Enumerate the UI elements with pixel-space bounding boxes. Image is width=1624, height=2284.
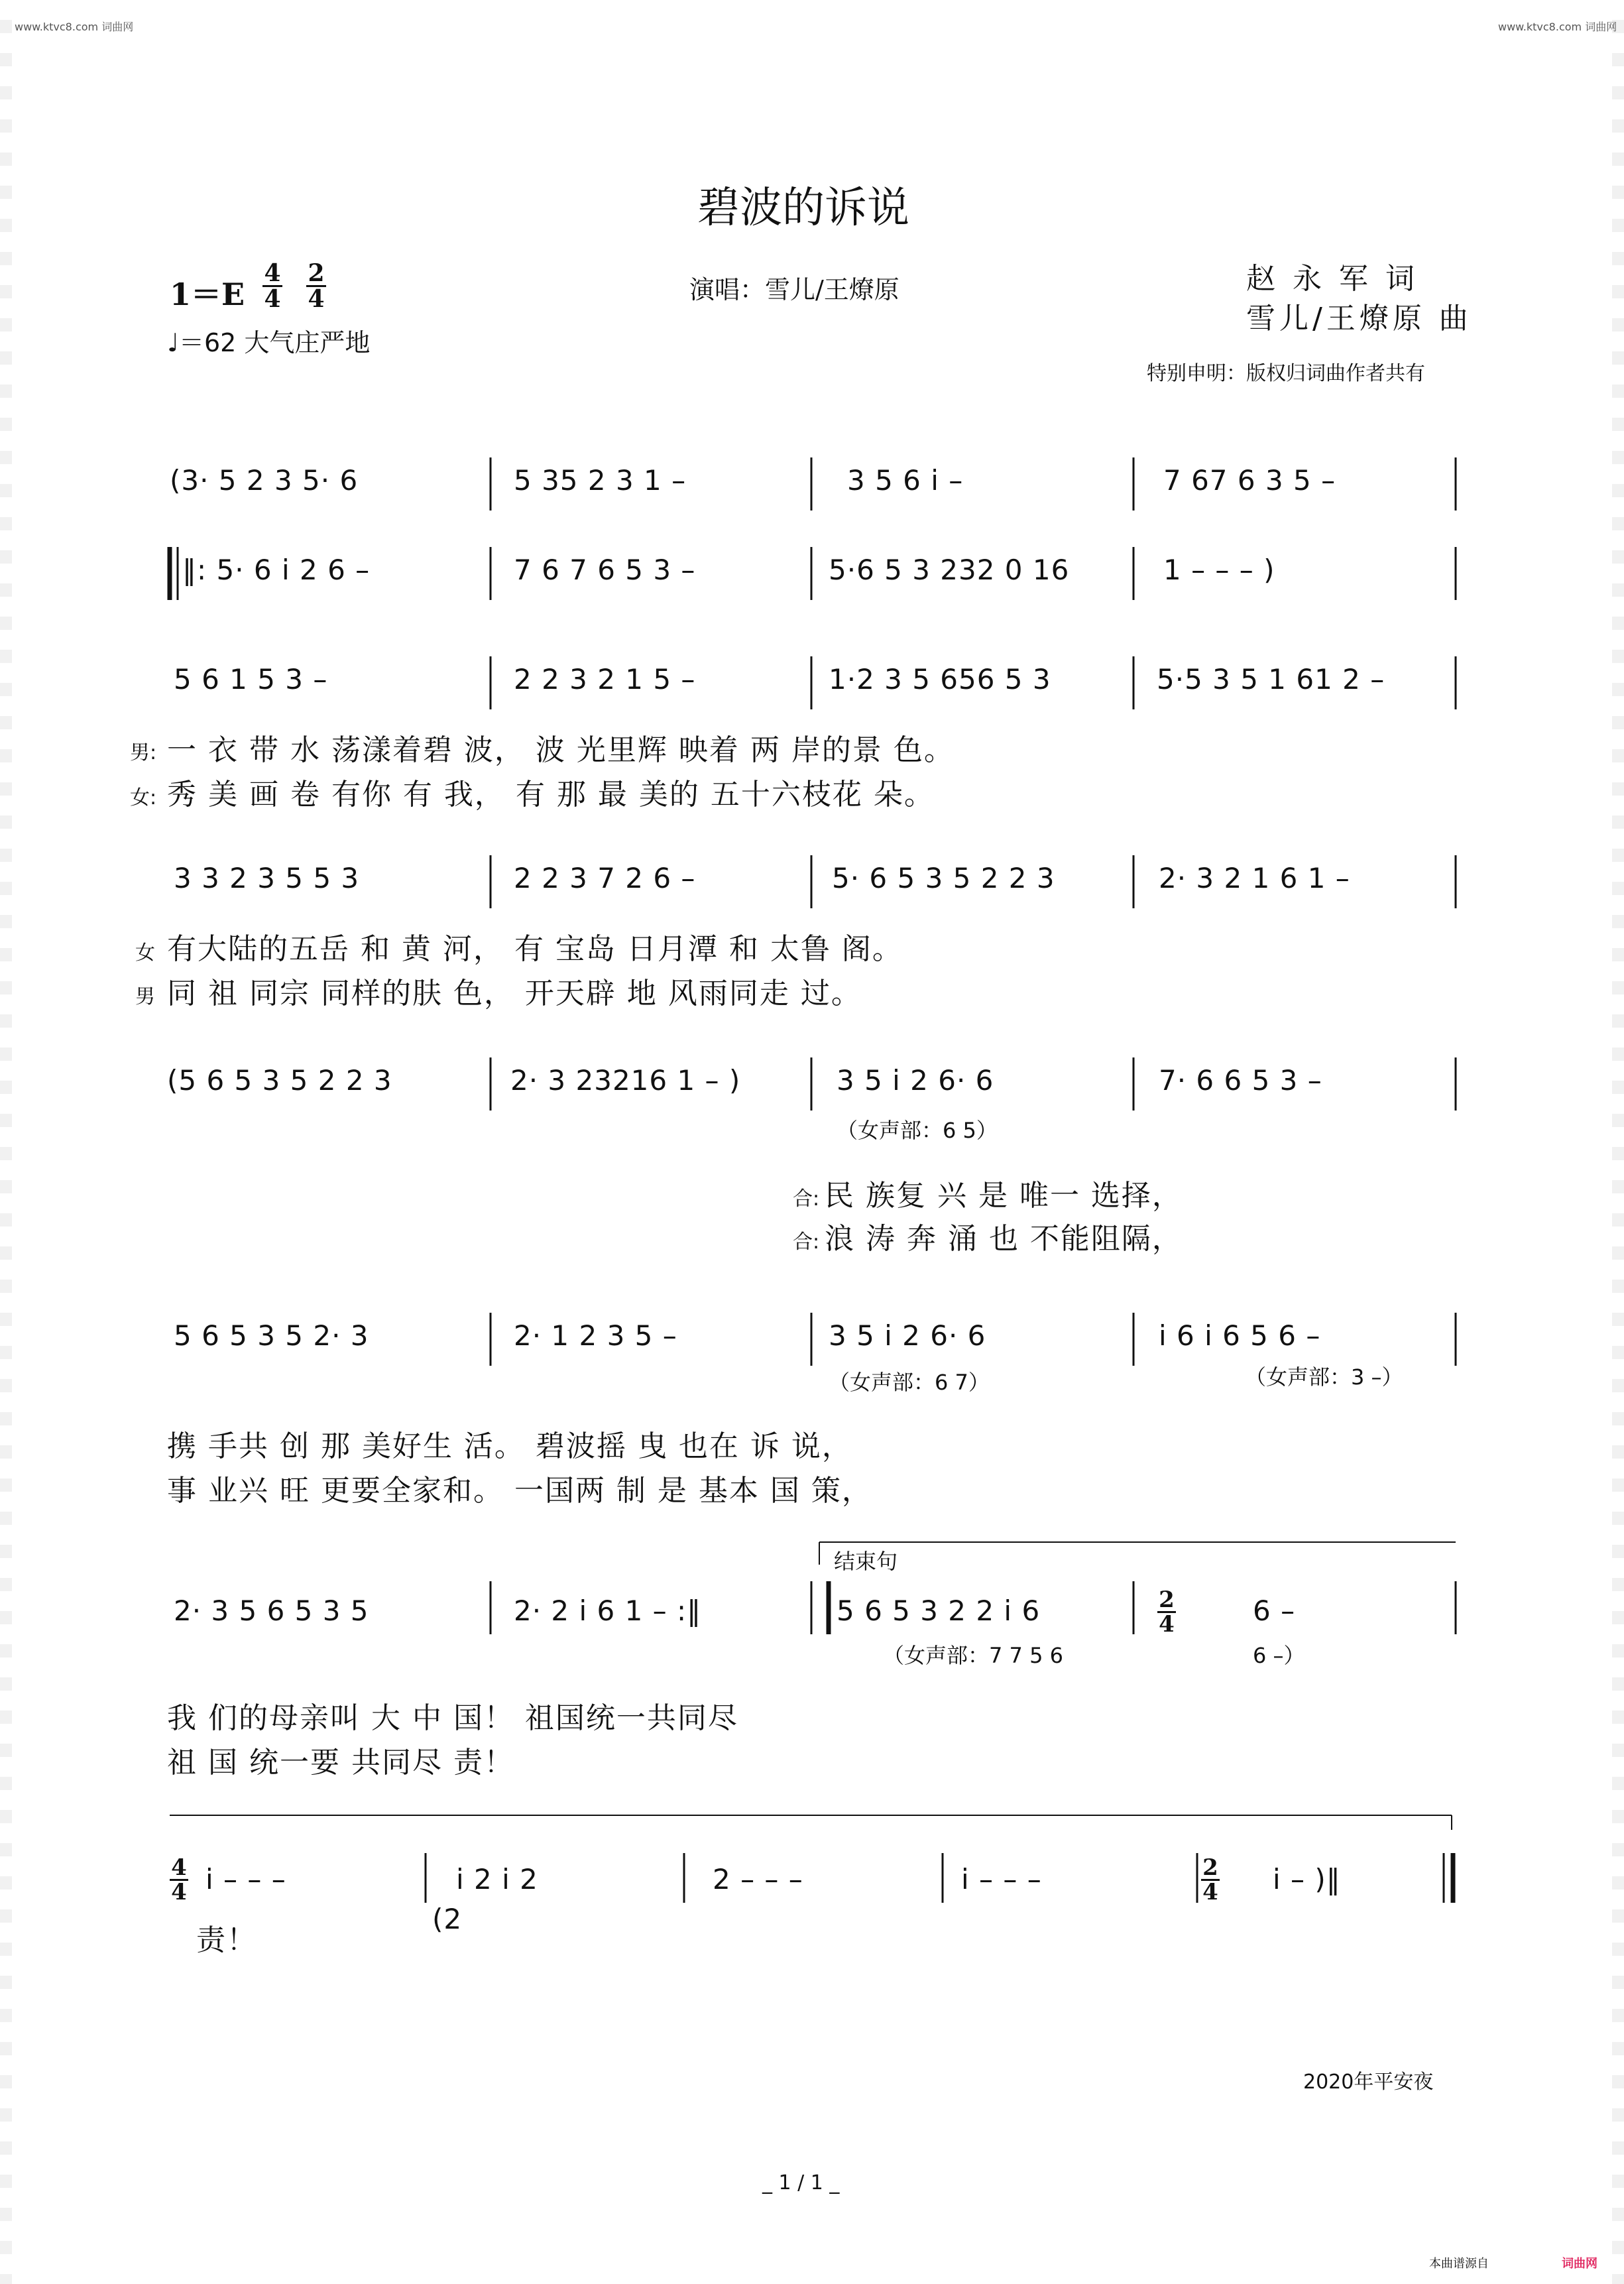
song-title: 碧波的诉说	[697, 184, 909, 233]
measure-26: 2· 2 i 6 1 – :‖	[514, 1594, 702, 1627]
measure-12: 5·5 3 5 1 61 2 –	[1157, 663, 1385, 695]
time-signature-2-4: 2 4	[306, 261, 326, 311]
measure-20: 7· 6 6 5 3 –	[1159, 1064, 1322, 1097]
measure-24: i 6 i 6 5 6 –	[1159, 1319, 1321, 1352]
lyric-line: 民 族复 兴 是 唯一 选择，	[825, 1179, 1183, 1213]
measure-14: 2 2 3 7 2 6 –	[514, 862, 696, 894]
female-part-note: （女声部：3 –）	[1245, 1364, 1403, 1390]
lyricist-credit: 赵 永 军 词	[1246, 262, 1419, 296]
measure-2: 5 35 2 3 1 –	[514, 464, 687, 497]
measure-17: (5 6 5 3 5 2 2 3	[167, 1064, 392, 1097]
voice-label-male: 男	[135, 985, 155, 1008]
measure-8: 1 – – – )	[1163, 554, 1275, 586]
voice-label-female: 女:	[130, 786, 157, 810]
measure-7: 5·6 5 3 232 0 16	[829, 554, 1070, 586]
lyric-line: 祖 国 统一要 共同尽 责！	[167, 1746, 514, 1779]
lyric-line: 携 手共 创 那 美好生 活。 碧波摇 曳 也在 诉 说，	[167, 1429, 852, 1463]
measure-25: 2· 3 5 6 5 3 5	[174, 1594, 369, 1627]
measure-30: i 2 i 2	[456, 1863, 538, 1895]
time-signature-4-4: 4 4	[170, 1856, 188, 1903]
brand-logo: 词曲网	[1562, 2257, 1597, 2271]
measure-22: 2· 1 2 3 5 –	[514, 1319, 677, 1352]
lyric-line: 我 们的母亲叫 大 中 国！ 祖国统一共同尽	[167, 1701, 738, 1735]
site-header-left: www.ktvc8.com 词曲网	[15, 21, 134, 33]
lyric-line: 浪 涛 奔 涌 也 不能阻隔，	[825, 1222, 1183, 1256]
time-signature-2-4: 2 4	[1201, 1856, 1220, 1903]
measure-33: i – )‖	[1273, 1863, 1341, 1895]
lyric-line: 事 业兴 旺 更要全家和。 一国两 制 是 基本 国 策，	[167, 1474, 872, 1508]
quarter-note-icon: ♩	[167, 328, 179, 357]
measure-27: 5 6 5 3 2 2 i 6	[837, 1594, 1041, 1627]
female-part-note: （女声部：6 5）	[837, 1118, 998, 1143]
female-part-note: （女声部：6 7）	[829, 1370, 990, 1395]
measure-18: 2· 3 23216 1 – )	[510, 1064, 741, 1097]
measure-21: 5 6 5 3 5 2· 3	[174, 1319, 369, 1352]
measure-4: 7 67 6 3 5 –	[1163, 464, 1336, 497]
voice-label-chorus: 合:	[793, 1231, 820, 1254]
time-signature-4-4: 4 4	[262, 261, 282, 311]
measure-11: 1·2 3 5 656 5 3	[829, 663, 1051, 695]
measure-29: i – – –	[205, 1863, 286, 1895]
voice-label-male: 男:	[130, 741, 157, 764]
singer-credit: 演唱：雪儿/王燎原	[689, 275, 899, 304]
measure-31: 2 – – –	[713, 1863, 803, 1895]
measure-19: 3 5 i 2 6· 6	[837, 1064, 994, 1097]
composer-credit: 雪儿/王燎原 曲	[1246, 302, 1472, 335]
lyric-line: 有大陆的五岳 和 黄 河， 有 宝岛 日月潭 和 太鲁 阁。	[167, 932, 903, 966]
measure-28: 6 –	[1253, 1594, 1296, 1627]
measure-3: 3 5 6 i –	[847, 464, 964, 497]
lyric-line: 秀 美 画 卷 有你 有 我， 有 那 最 美的 五十六枝花 朵。	[167, 778, 935, 811]
key-signature: 1＝E	[170, 276, 245, 312]
measure-10: 2 2 3 2 1 5 –	[514, 663, 696, 695]
tempo-marking: ♩＝62 大气庄严地	[167, 328, 371, 357]
measure-5: ‖: 5· 6 i 2 6 –	[182, 554, 371, 586]
time-signature-2-4: 2 4	[1157, 1589, 1176, 1636]
measure-15: 5· 6 5 3 5 2 2 3	[832, 862, 1055, 894]
measure-16: 2· 3 2 1 6 1 –	[1159, 862, 1350, 894]
measure-32: i – – –	[961, 1863, 1042, 1895]
measure-23: 3 5 i 2 6· 6	[829, 1319, 986, 1352]
site-header-right: www.ktvc8.com 词曲网	[1498, 21, 1617, 33]
lyric-line: 同 祖 同宗 同样的肤 色， 开天辟 地 风雨同走 过。	[167, 977, 862, 1010]
measure-13: 3 3 2 3 5 5 3	[174, 862, 360, 894]
ending-label: 结束句	[834, 1549, 898, 1574]
female-part-note: （女声部：7 7 5 6	[883, 1643, 1063, 1668]
measure-9: 5 6 1 5 3 –	[174, 663, 328, 695]
bracket-note: (2	[432, 1903, 463, 1935]
voice-label-chorus: 合:	[793, 1187, 820, 1211]
female-part-note: 6 –）	[1253, 1643, 1305, 1668]
page-number: _ 1 / 1 _	[762, 2171, 840, 2194]
lyric-line: 责！	[196, 1923, 257, 1957]
lyric-line: 一 衣 带 水 荡漾着碧 波， 波 光里辉 映着 两 岸的景 色。	[167, 733, 955, 767]
measure-1: (3· 5 2 3 5· 6	[170, 464, 359, 497]
source-label: 本曲谱源自	[1429, 2257, 1489, 2271]
voice-label-female: 女	[135, 941, 155, 965]
measure-6: 7 6 7 6 5 3 –	[514, 554, 696, 586]
copyright-notice: 特别申明：版权归词曲作者共有	[1147, 362, 1425, 385]
date-note: 2020年平安夜	[1303, 2071, 1434, 2094]
